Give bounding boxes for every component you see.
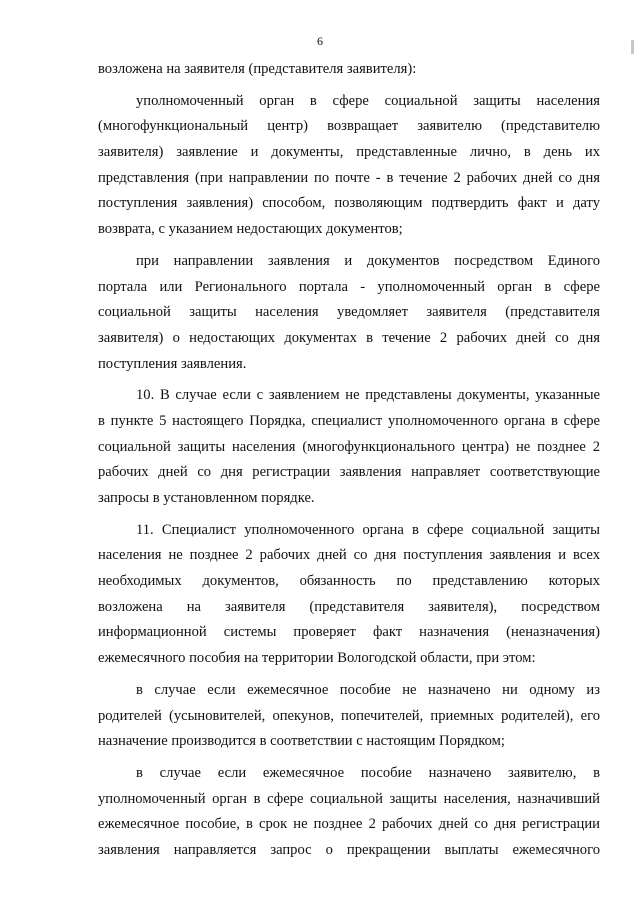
document-body [98, 57, 600, 864]
text-line: заявителя) заявление и документы, представленные лично, в день их [98, 144, 600, 161]
paragraph-not-assigned-case [98, 678, 600, 755]
text-line: заявления направляется запрос о прекращении выплаты ежемесячного [98, 841, 600, 858]
text-line: поступления заявления. [98, 355, 247, 372]
text-line: назначение производится в соответствии с настоящим Порядком; [98, 733, 505, 750]
text-line: ежемесячное пособие, в срок не позднее 2 рабочих дней со дня регистрации [98, 816, 600, 833]
text-line: родителей (усыновителей, опекунов, попечителей, приемных родителей), его [98, 707, 600, 724]
text-line: возврата, с указанием недостающих документов; [98, 221, 403, 238]
paragraph-item-11 [98, 518, 600, 672]
text-line: заявителя) о недостающих документах в течение 2 рабочих дней со дня [98, 329, 600, 346]
text-line: возложена на заявителя (представителя заявителя): [98, 61, 417, 77]
text-line: 11. Специалист уполномоченного органа в сфере социальной защиты [136, 521, 600, 538]
text-line: рабочих дней со дня регистрации заявления направляет соответствующие [98, 464, 600, 481]
text-line: при направлении заявления и документов посредством Единого [136, 252, 600, 269]
text-line: поступления заявления) способом, позволяющим подтвердить факт и дату [98, 195, 600, 212]
text-line: в случае если ежемесячное пособие назначено заявителю, в [136, 764, 600, 781]
text-line: населения не позднее 2 рабочих дней со дня поступления заявления и всех [98, 547, 600, 564]
paragraph-item-10 [98, 383, 600, 511]
text-line: портала или Регионального портала - уполномоченный орган в сфере [98, 278, 600, 295]
text-line: представления (при направлении по почте - в течение 2 рабочих дней со дня [98, 169, 600, 186]
paragraph-portal-notification [98, 249, 600, 377]
text-line: социальной защиты населения (многофункционального центра) не позднее 2 [98, 438, 600, 455]
text-line: запросы в установленном порядке. [98, 490, 315, 506]
text-line: в случае если ежемесячное пособие не назначено ни одному из [136, 681, 600, 698]
text-line: возложена на заявителя (представителя заявителя), посредством [98, 598, 600, 615]
scan-edge-mark [631, 40, 634, 54]
text-line: в пункте 5 настоящего Порядка, специалист уполномоченного органа в сфере [98, 412, 600, 429]
text-line: информационной системы проверяет факт назначения (неназначения) [98, 624, 600, 641]
page-number: 6 [317, 34, 323, 48]
paragraph-continuation [98, 57, 600, 83]
text-line: 10. В случае если с заявлением не представлены документы, указанные [136, 387, 600, 404]
text-line: уполномоченный орган в сфере социальной защиты населения [136, 92, 600, 109]
paragraph-assigned-case [98, 761, 600, 864]
text-line: уполномоченный орган в сфере социальной защиты населения, назначивший [98, 790, 600, 807]
paragraph-return-documents [98, 89, 600, 243]
text-line: ежемесячного пособия на территории Вологодской области, при этом: [98, 650, 536, 667]
text-line: (многофункциональный центр) возвращает заявителю (представителю [98, 118, 600, 135]
text-line: социальной защиты населения уведомляет заявителя (представителя [98, 304, 600, 321]
text-line: необходимых документов, обязанность по представлению которых [98, 573, 600, 590]
